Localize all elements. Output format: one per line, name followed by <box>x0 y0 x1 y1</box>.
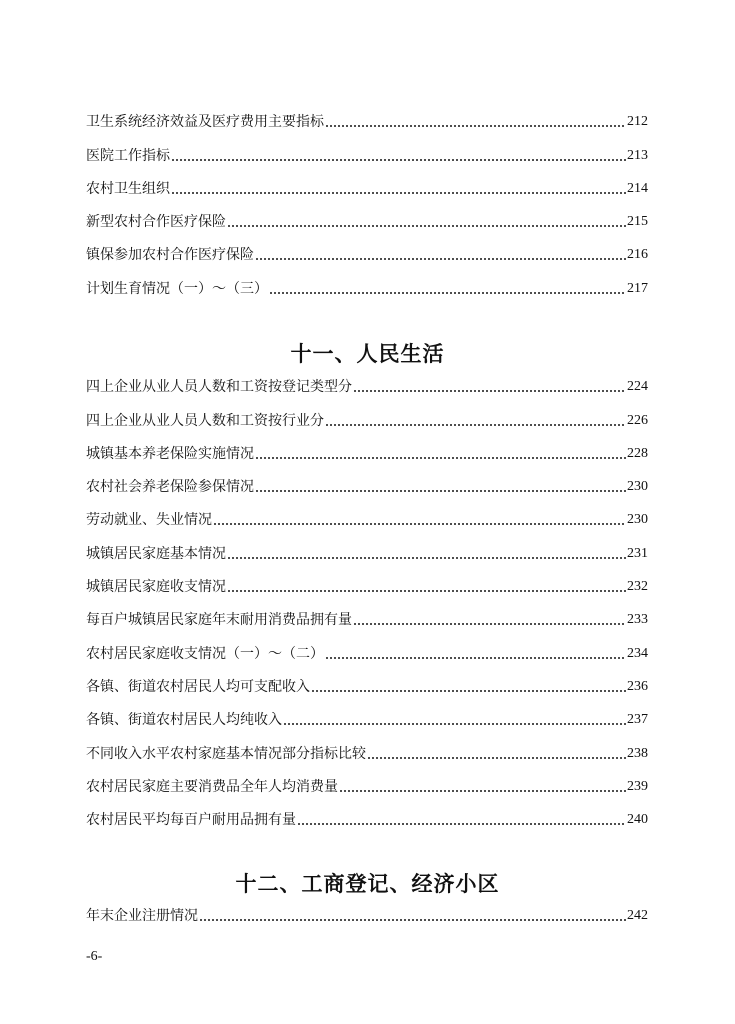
toc-entry[interactable] <box>86 892 648 925</box>
toc-list-people-life <box>86 363 648 829</box>
toc-entry-page-number: 237 <box>627 712 648 728</box>
toc-dot-leader <box>311 690 626 692</box>
toc-entry-page-number: 234 <box>627 645 648 661</box>
section-heading-business-registration: 十二、工商登记、经济小区 <box>235 872 500 896</box>
toc-entry-title: 各镇、街道农村居民人均纯收入 <box>86 712 282 729</box>
toc-entry[interactable] <box>86 430 648 463</box>
toc-entry-page-number: 213 <box>627 147 648 163</box>
toc-entry-title: 城镇居民家庭基本情况 <box>86 545 226 562</box>
page-number: -6- <box>86 949 103 964</box>
toc-dot-leader <box>227 225 626 227</box>
toc-dot-leader <box>255 490 626 492</box>
toc-entry[interactable] <box>86 796 648 829</box>
toc-entry-title: 计划生育情况（一）～（三） <box>86 280 268 297</box>
toc-entry[interactable] <box>86 165 648 198</box>
toc-entry-page-number: 240 <box>627 812 648 828</box>
toc-entry[interactable] <box>86 463 648 496</box>
toc-dot-leader <box>269 292 626 294</box>
toc-entry-title: 农村居民平均每百户耐用品拥有量 <box>86 812 296 829</box>
toc-entry-page-number: 217 <box>627 280 648 296</box>
toc-dot-leader <box>199 919 626 921</box>
toc-entry[interactable] <box>86 663 648 696</box>
toc-dot-leader <box>339 790 626 792</box>
toc-entry[interactable] <box>86 231 648 264</box>
toc-entry[interactable] <box>86 396 648 429</box>
toc-entry[interactable] <box>86 529 648 562</box>
toc-entry[interactable] <box>86 729 648 762</box>
toc-entry-title: 每百户城镇居民家庭年末耐用消费品拥有量 <box>86 612 352 629</box>
toc-entry-page-number: 230 <box>627 479 648 495</box>
toc-entry-page-number: 212 <box>627 114 648 130</box>
toc-entry[interactable] <box>86 596 648 629</box>
toc-entry-title: 新型农村合作医疗保险 <box>86 214 226 231</box>
toc-dot-leader <box>255 457 626 459</box>
toc-entry-title: 四上企业从业人员人数和工资按行业分 <box>86 412 324 429</box>
toc-entry[interactable] <box>86 198 648 231</box>
toc-dot-leader <box>297 823 626 825</box>
toc-dot-leader <box>325 657 626 659</box>
toc-entry-page-number: 239 <box>627 778 648 794</box>
toc-entry-title: 四上企业从业人员人数和工资按登记类型分 <box>86 379 352 396</box>
toc-entry-title: 城镇基本养老保险实施情况 <box>86 445 254 462</box>
toc-entry[interactable] <box>86 264 648 297</box>
toc-entry-page-number: 214 <box>627 180 648 196</box>
toc-dot-leader <box>325 424 626 426</box>
toc-entry[interactable] <box>86 763 648 796</box>
toc-entry[interactable] <box>86 98 648 131</box>
toc-entry-title: 农村社会养老保险参保情况 <box>86 479 254 496</box>
toc-dot-leader <box>171 192 626 194</box>
toc-entry-title: 农村卫生组织 <box>86 180 170 197</box>
toc-entry-page-number: 226 <box>627 412 648 428</box>
toc-entry-page-number: 236 <box>627 678 648 694</box>
toc-dot-leader <box>213 523 626 525</box>
toc-entry-page-number: 230 <box>627 512 648 528</box>
toc-dot-leader <box>255 258 626 260</box>
toc-dot-leader <box>283 723 626 725</box>
toc-entry[interactable] <box>86 629 648 662</box>
toc-dot-leader <box>367 757 626 759</box>
toc-dot-leader <box>171 159 626 161</box>
section-heading-people-life: 十一、人民生活 <box>290 342 445 366</box>
toc-entry-page-number: 242 <box>627 908 648 924</box>
toc-entry-title: 卫生系统经济效益及医疗费用主要指标 <box>86 114 324 131</box>
toc-entry-title: 年末企业注册情况 <box>86 908 198 925</box>
toc-entry-page-number: 228 <box>627 445 648 461</box>
toc-entry-title: 农村居民家庭收支情况（一）～（二） <box>86 645 324 662</box>
toc-dot-leader <box>227 557 626 559</box>
toc-dot-leader <box>227 590 626 592</box>
toc-entry-page-number: 233 <box>627 612 648 628</box>
toc-entry-title: 镇保参加农村合作医疗保险 <box>86 247 254 264</box>
toc-entry-title: 城镇居民家庭收支情况 <box>86 579 226 596</box>
toc-entry-page-number: 215 <box>627 214 648 230</box>
toc-dot-leader <box>353 390 626 392</box>
toc-entry-page-number: 238 <box>627 745 648 761</box>
toc-entry-title: 劳动就业、失业情况 <box>86 512 212 529</box>
toc-list-health <box>86 98 648 298</box>
toc-entry[interactable] <box>86 563 648 596</box>
toc-entry[interactable] <box>86 363 648 396</box>
toc-entry-page-number: 224 <box>627 379 648 395</box>
toc-entry-page-number: 216 <box>627 247 648 263</box>
toc-entry[interactable] <box>86 496 648 529</box>
toc-entry-title: 农村居民家庭主要消费品全年人均消费量 <box>86 778 338 795</box>
toc-entry-title: 不同收入水平农村家庭基本情况部分指标比较 <box>86 745 366 762</box>
toc-dot-leader <box>325 125 626 127</box>
toc-entry-page-number: 232 <box>627 579 648 595</box>
toc-entry[interactable] <box>86 131 648 164</box>
toc-entry-title: 各镇、街道农村居民人均可支配收入 <box>86 678 310 695</box>
toc-entry-title: 医院工作指标 <box>86 147 170 164</box>
toc-entry-page-number: 231 <box>627 545 648 561</box>
toc-list-business-registration <box>86 892 648 925</box>
toc-entry[interactable] <box>86 696 648 729</box>
toc-dot-leader <box>353 623 626 625</box>
